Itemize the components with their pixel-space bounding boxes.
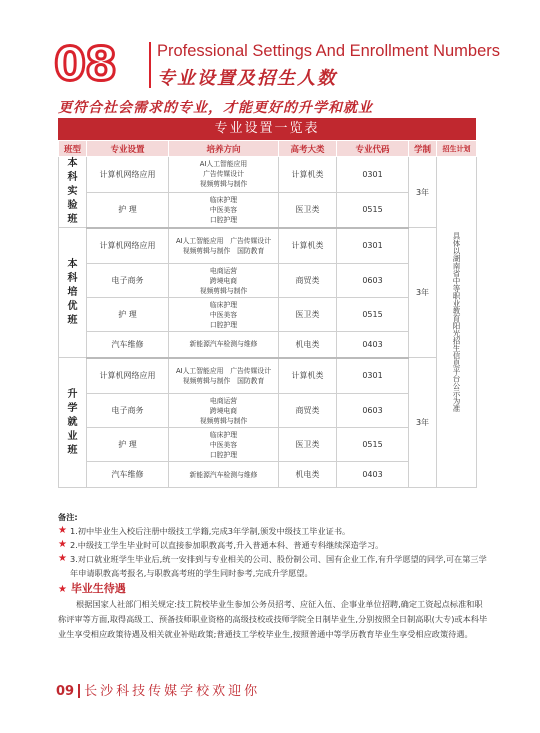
star-icon: ★	[58, 525, 67, 536]
category-cell: 医卫类	[279, 192, 337, 228]
direction-cell: AI人工智能应用 广告传媒设计 视频剪辑与制作	[169, 157, 279, 193]
col-header-duration: 学制	[409, 141, 437, 157]
col-header-class: 班型	[59, 141, 87, 157]
table-title: 专业设置一览表	[58, 118, 476, 140]
code-cell: 0403	[337, 462, 409, 488]
major-cell: 计算机网络应用	[87, 157, 169, 193]
table-row	[59, 157, 477, 193]
class-type-cell: 本科实验班	[59, 157, 87, 228]
code-cell: 0515	[337, 428, 409, 462]
category-cell: 医卫类	[279, 428, 337, 462]
major-cell: 汽车维修	[87, 332, 169, 358]
note-item: ★ 3.对口就业班学生毕业后,统一安排到与专业相关的公司、股份制公司、国有企业工作,有升学愿望的同学,可在第三学年申请职教高考报名,与职教高考班的学生同时参考,完成升学愿望。	[58, 553, 487, 578]
table-row	[59, 228, 477, 264]
duration-cell: 3年	[409, 358, 437, 488]
major-cell: 计算机网络应用	[87, 228, 169, 264]
major-grid	[58, 140, 477, 488]
direction-cell: 新能源汽车检测与维修	[169, 462, 279, 488]
star-icon: ★	[58, 539, 67, 550]
major-cell: 汽车维修	[87, 462, 169, 488]
table-header-row	[59, 141, 477, 157]
direction-cell: 电商运营 跨境电商 视频剪辑与制作	[169, 264, 279, 298]
category-cell: 计算机类	[279, 228, 337, 264]
major-cell: 护 理	[87, 298, 169, 332]
category-cell: 机电类	[279, 462, 337, 488]
page-header	[54, 37, 501, 91]
category-cell: 医卫类	[279, 298, 337, 332]
code-cell: 0301	[337, 228, 409, 264]
code-cell: 0301	[337, 157, 409, 193]
category-cell: 商贸类	[279, 264, 337, 298]
benefits-title: ★ 毕业生待遇	[58, 582, 126, 595]
code-cell: 0301	[337, 358, 409, 394]
benefits-text: 根据国家人社部门相关规定:技工院校毕业生参加公务员招考、应征入伍、企事业单位招聘,确定工资起点标准和职称评审等方面,取得高级工、预备技师职业资格的高级技校或技师学院全日制毕业生,分别按照全日制高职(大专)或本科毕业生享受相应政策待遇及相关就业补贴政策;普通技工学校毕业生,按照普通中等学历教育毕业生享受相应政策待遇。	[58, 599, 488, 639]
col-header-direction: 培养方向	[169, 141, 279, 157]
note-item: ★ 2.中级技工学生毕业时可以直接参加职教高考,升入普通本科、普通专科继续深造学习。	[58, 539, 384, 550]
section-number: 08	[54, 37, 117, 91]
code-cell: 0515	[337, 192, 409, 228]
footer-divider	[78, 684, 80, 698]
plan-note-cell: 具体以湖南省中等职业教育阳光招生信息平台公示为准	[437, 157, 477, 488]
header-divider	[149, 42, 151, 88]
slogan: 更符合社会需求的专业，才能更好的升学和就业	[58, 100, 373, 116]
class-type-cell: 本科培优班	[59, 228, 87, 358]
section-title-cn: 专业设置及招生人数	[157, 68, 337, 89]
code-cell: 0603	[337, 264, 409, 298]
table-row	[59, 358, 477, 394]
col-header-category: 高考大类	[279, 141, 337, 157]
star-icon: ★	[58, 553, 67, 564]
direction-cell: 临床护理 中医美容 口腔护理	[169, 298, 279, 332]
major-cell: 护 理	[87, 428, 169, 462]
direction-cell: 临床护理 中医美容 口腔护理	[169, 192, 279, 228]
category-cell: 机电类	[279, 332, 337, 358]
duration-cell: 3年	[409, 157, 437, 228]
code-cell: 0515	[337, 298, 409, 332]
footer-text: 长沙科技传媒学校欢迎你	[84, 684, 261, 699]
category-cell: 商贸类	[279, 394, 337, 428]
direction-cell: 临床护理 中医美容 口腔护理	[169, 428, 279, 462]
major-cell: 护 理	[87, 192, 169, 228]
class-type-cell: 升学就业班	[59, 358, 87, 488]
direction-cell: AI人工智能应用 广告传媒设计 视频剪辑与制作 国防教育	[169, 228, 279, 264]
major-cell: 计算机网络应用	[87, 358, 169, 394]
notes-title: 备注:	[58, 512, 78, 522]
col-header-major: 专业设置	[87, 141, 169, 157]
direction-cell: AI人工智能应用 广告传媒设计 视频剪辑与制作 国防教育	[169, 358, 279, 394]
page-footer	[56, 680, 260, 700]
col-header-code: 专业代码	[337, 141, 409, 157]
duration-cell: 3年	[409, 228, 437, 358]
code-cell: 0603	[337, 394, 409, 428]
section-title-en: Professional Settings And Enrollment Numbers	[157, 42, 501, 60]
code-cell: 0403	[337, 332, 409, 358]
category-cell: 计算机类	[279, 157, 337, 193]
direction-cell: 电商运营 跨境电商 视频剪辑与制作	[169, 394, 279, 428]
category-cell: 计算机类	[279, 358, 337, 394]
direction-cell: 新能源汽车检测与维修	[169, 332, 279, 358]
star-icon: ★	[58, 584, 67, 595]
major-table	[58, 118, 476, 507]
note-item: ★ 1.初中毕业生入校后注册中级技工学籍,完成3年学制,颁发中级技工毕业证书。	[58, 525, 351, 536]
major-cell: 电子商务	[87, 394, 169, 428]
notes-section	[58, 510, 488, 642]
page-number: 09	[56, 684, 75, 699]
col-header-plan: 招生计划	[437, 141, 477, 157]
major-cell: 电子商务	[87, 264, 169, 298]
